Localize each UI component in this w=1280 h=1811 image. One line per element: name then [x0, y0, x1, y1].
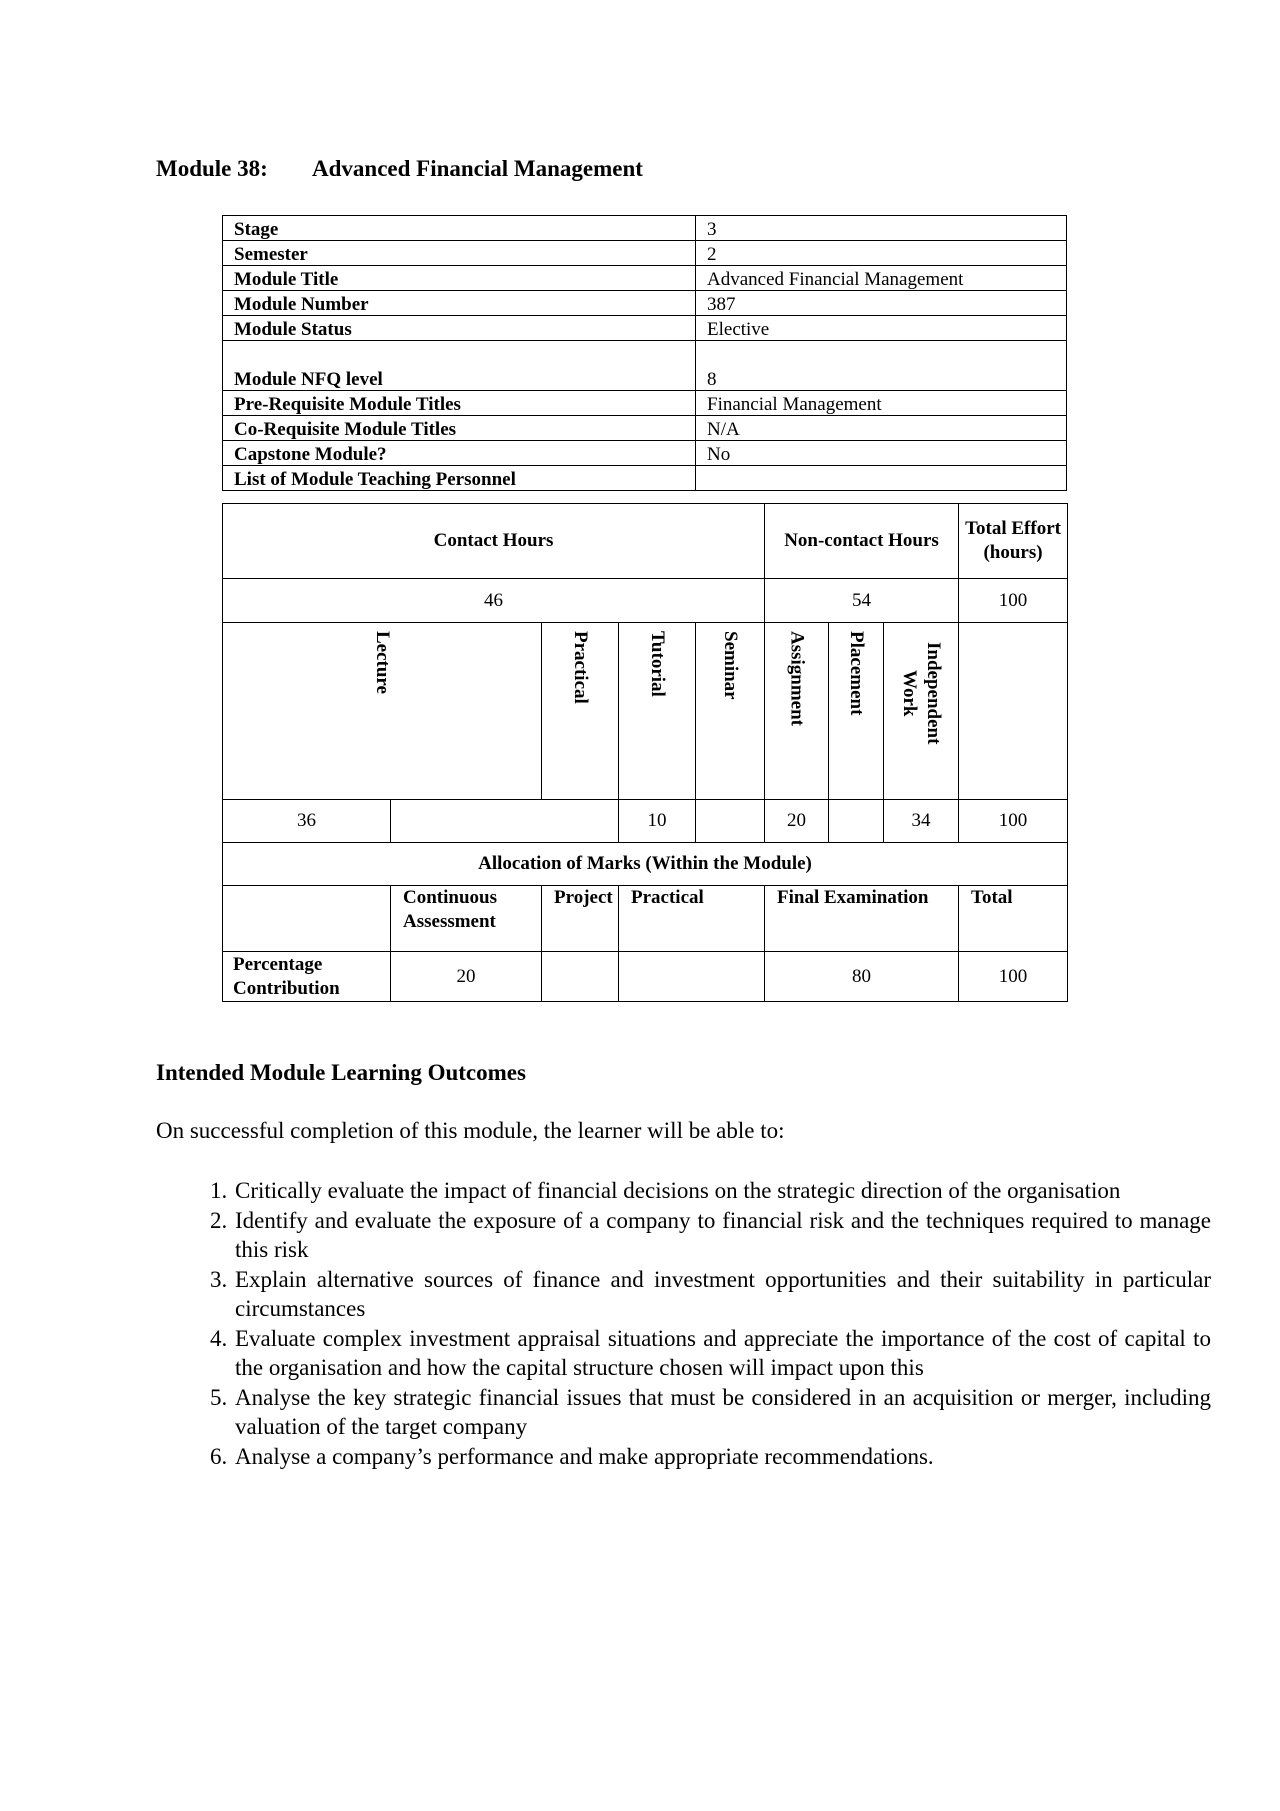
info-value: Elective — [696, 316, 1067, 341]
info-row — [223, 391, 1067, 416]
marks-blank-cell — [223, 886, 391, 952]
contact-hours-total: 46 — [223, 579, 765, 623]
marks-col-total: Total — [959, 886, 1068, 952]
noncontact-hours-header: Non-contact Hours — [765, 504, 959, 579]
independent-work-header: Independent Work — [884, 623, 959, 800]
info-row — [223, 416, 1067, 441]
marks-col-final: Final Examination — [765, 886, 959, 952]
practical-hours — [391, 800, 619, 843]
list-item: 2. Identify and evaluate the exposure of a company to financial risk and the techniques required to manage this risk — [233, 1206, 1211, 1265]
info-value: Financial Management — [696, 391, 1067, 416]
hours-marks-table — [222, 503, 1068, 1002]
module-title: Advanced Financial Management — [312, 156, 643, 181]
marks-value-project — [542, 952, 619, 1002]
outcomes-list — [156, 1176, 1211, 1471]
module-heading — [156, 156, 643, 182]
list-item: 5. Analyse the key strategic financial issues that must be considered in an acquisition or merger, including valuation of the target company — [233, 1383, 1211, 1442]
info-value: Advanced Financial Management — [696, 266, 1067, 291]
info-label: List of Module Teaching Personnel — [223, 466, 696, 491]
info-label: Module Status — [223, 316, 696, 341]
module-number: Module 38: — [156, 156, 268, 181]
info-row — [223, 216, 1067, 241]
info-value: No — [696, 441, 1067, 466]
info-label: Module NFQ level — [223, 341, 696, 391]
marks-value-continuous: 20 — [391, 952, 542, 1002]
percentage-contribution-label: Percentage Contribution — [223, 952, 391, 1002]
total-effort-header: Total Effort (hours) — [959, 504, 1068, 579]
lecture-hours: 36 — [223, 800, 391, 843]
total-effort-value: 100 — [959, 579, 1068, 623]
seminar-hours — [696, 800, 765, 843]
outcomes-intro: On successful completion of this module, the learner will be able to: — [156, 1118, 785, 1143]
marks-col-continuous: Continuous Assessment — [391, 886, 542, 952]
info-label: Module Number — [223, 291, 696, 316]
list-item: 3. Explain alternative sources of finance and investment opportunities and their suitability in particular circumstances — [233, 1265, 1211, 1324]
marks-col-project: Project — [542, 886, 619, 952]
info-label: Capstone Module? — [223, 441, 696, 466]
practical-header: Practical — [542, 623, 619, 800]
marks-allocation-heading: Allocation of Marks (Within the Module) — [223, 843, 1068, 886]
assignment-hours: 20 — [765, 800, 829, 843]
contact-hours-header: Contact Hours — [223, 504, 765, 579]
info-value: 8 — [696, 341, 1067, 391]
info-value: 387 — [696, 291, 1067, 316]
tutorial-hours: 10 — [619, 800, 696, 843]
marks-value-final: 80 — [765, 952, 959, 1002]
info-row — [223, 266, 1067, 291]
info-label: Pre-Requisite Module Titles — [223, 391, 696, 416]
info-label: Module Title — [223, 266, 696, 291]
assignment-header: Assignment — [765, 623, 829, 800]
info-row — [223, 466, 1067, 491]
placement-header: Placement — [829, 623, 884, 800]
blank-total-cell — [959, 623, 1068, 800]
noncontact-hours-total: 54 — [765, 579, 959, 623]
outcomes-heading: Intended Module Learning Outcomes — [156, 1060, 526, 1085]
list-item: 4. Evaluate complex investment appraisal situations and appreciate the importance of the cost of capital to the organisation and how the capital structure chosen will impact upon this — [233, 1324, 1211, 1383]
info-row — [223, 291, 1067, 316]
info-label: Co-Requisite Module Titles — [223, 416, 696, 441]
hours-grand-total: 100 — [959, 800, 1068, 843]
tutorial-header: Tutorial — [619, 623, 696, 800]
info-row — [223, 341, 1067, 391]
info-value: N/A — [696, 416, 1067, 441]
info-row — [223, 441, 1067, 466]
info-value: 2 — [696, 241, 1067, 266]
info-value — [696, 466, 1067, 491]
info-row — [223, 241, 1067, 266]
marks-value-practical — [619, 952, 765, 1002]
marks-col-practical: Practical — [619, 886, 765, 952]
marks-value-total: 100 — [959, 952, 1068, 1002]
info-value: 3 — [696, 216, 1067, 241]
info-label: Stage — [223, 216, 696, 241]
placement-hours — [829, 800, 884, 843]
independent-work-hours: 34 — [884, 800, 959, 843]
lecture-header: Lecture — [223, 623, 542, 800]
seminar-header: Seminar — [696, 623, 765, 800]
module-info-table — [222, 215, 1067, 491]
info-row — [223, 316, 1067, 341]
info-label: Semester — [223, 241, 696, 266]
list-item: 1. Critically evaluate the impact of financial decisions on the strategic direction of the organisation — [233, 1176, 1211, 1206]
list-item: 6. Analyse a company’s performance and make appropriate recommendations. — [233, 1442, 1211, 1472]
